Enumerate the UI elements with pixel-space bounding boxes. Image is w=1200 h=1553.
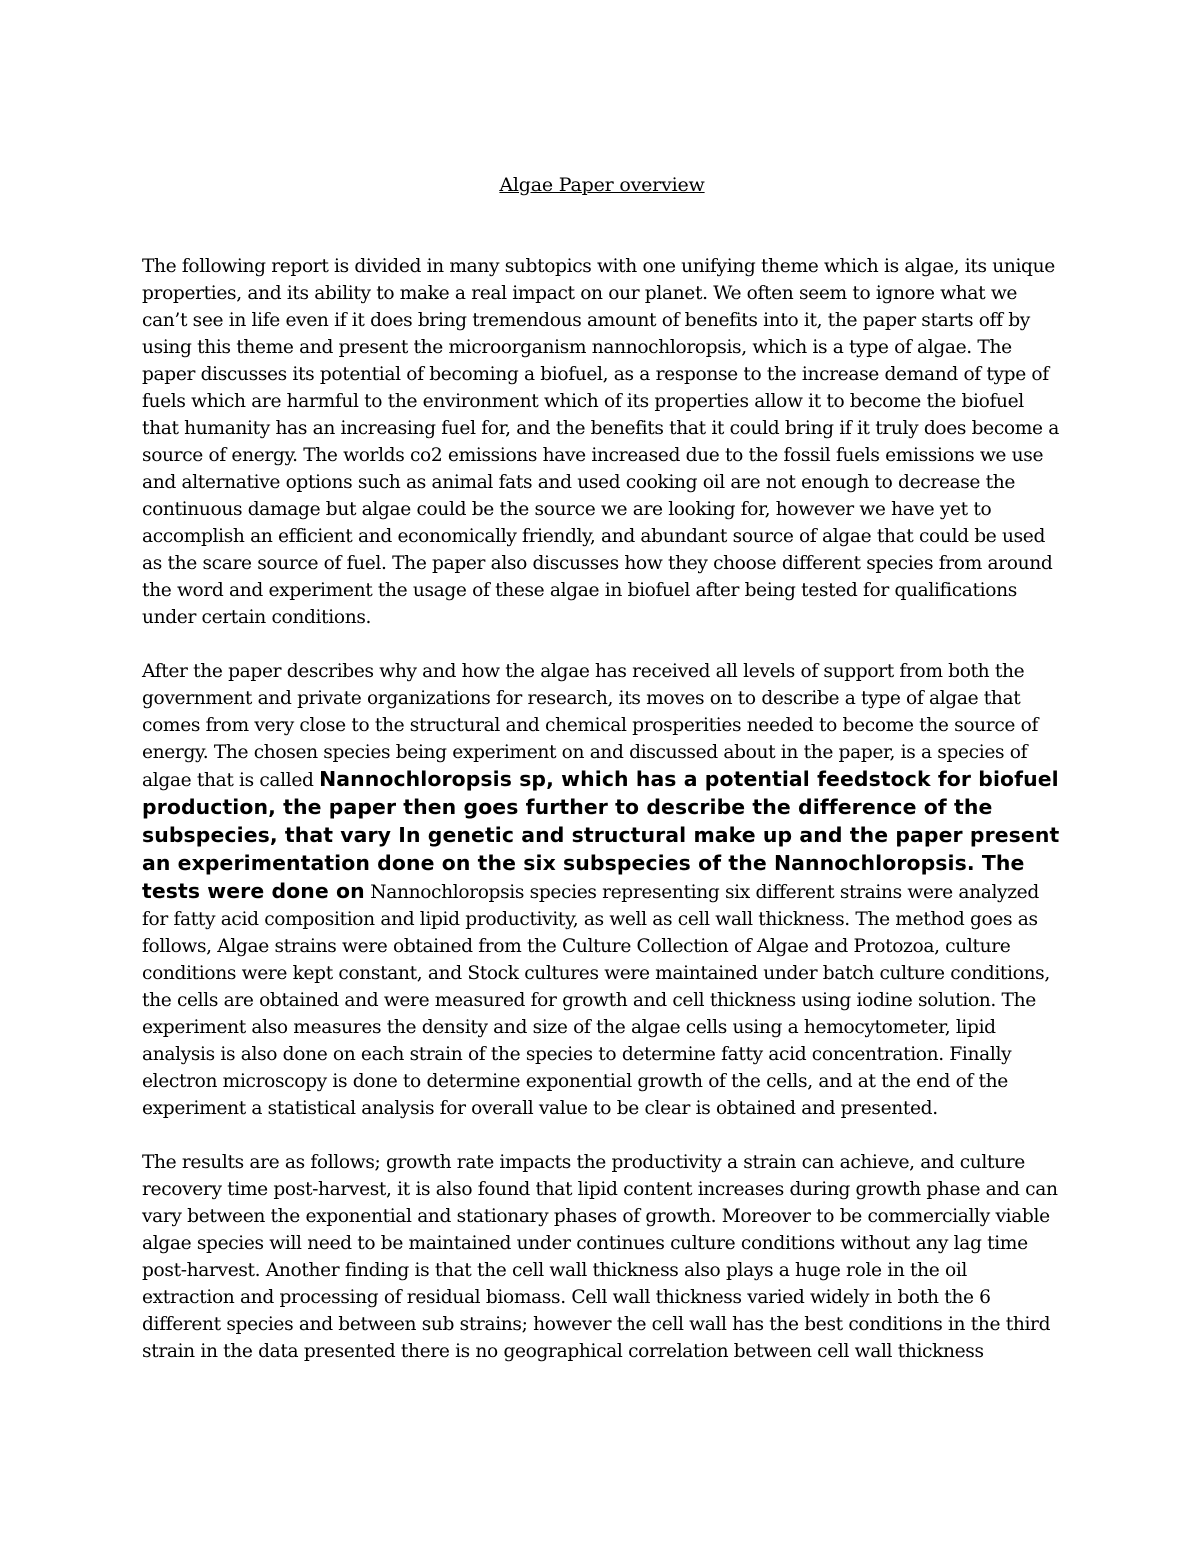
paragraph-method [142,658,1062,1122]
document-page [142,172,1062,1392]
paragraph-method-intro: After the paper describes why and how the algae has received all levels of support from both the government and private organizations for research, its moves on to describe a type of algae that comes from very close to the structural and chemical prosperities needed to become the source of energy. The chosen species being experiment on and discussed about in the paper, is a species of algae that is called [142,661,1038,791]
paragraph-method-emphasis: Nannochloropsis sp, which has a potential feedstock for biofuel production, the paper then goes further to describe the difference of the subspecies, that vary In genetic and structural make up and the paper present an experimentation done on the six subspecies of the Nannochloropsis. The tests were done on [142,767,1060,903]
document-title: Algae Paper overview [499,174,705,196]
paragraph-results: The results are as follows; growth rate impacts the productivity a strain can achieve, and culture recovery time post-harvest, it is also found that lipid content increases during growth phase and can vary between the exponential and stationary phases of growth. Moreover to be commercially viable algae species will need to be maintained under continues culture conditions without any lag time post-harvest. Another finding is that the cell wall thickness also plays a huge role in the oil extraction and processing of residual biomass. Cell wall thickness varied widely in both the 6 different species and between sub strains; however the cell wall has the best conditions in the third strain in the data presented there is no geographical correlation between cell wall thickness [142,1152,1058,1362]
paragraph-overview: The following report is divided in many subtopics with one unifying theme which is algae, its unique properties, and its ability to make a real impact on our planet. We often seem to ignore what we can’t see in life even if it does bring tremendous amount of benefits into it, the paper starts off by using this theme and present the microorganism nannochloropsis, which is a type of algae. The paper discusses its potential of becoming a biofuel, as a response to the increase demand of type of fuels which are harmful to the environment which of its properties allow it to become the biofuel that humanity has an increasing fuel for, and the benefits that it could bring if it truly does become a source of energy. The worlds co2 emissions have increased due to the fossil fuels emissions we use and alternative options such as animal fats and used cooking oil are not enough to decrease the continuous damage but algae could be the source we are looking for, however we have yet to accomplish an efficient and economically friendly, and abundant source of algae that could be used as the scare source of fuel. The paper also discusses how they choose different species from around the word and experiment the usage of these algae in biofuel after being tested for qualifications under certain conditions. [142,256,1059,628]
paragraph-method-details: Nannochloropsis species representing six different strains were analyzed for fatty acid composition and lipid productivity, as well as cell wall thickness. The method goes as follows, Algae strains were obtained from the Culture Collection of Algae and Protozoa, culture conditions were kept constant, and Stock cultures were maintained under batch culture conditions, the cells are obtained and were measured for growth and cell thickness using iodine solution. The experiment also measures the density and size of the algae cells using a hemocytometer, lipid analysis is also done on each strain of the species to determine fatty acid concentration. Finally electron microscopy is done to determine exponential growth of the cells, and at the end of the experiment a statistical analysis for overall value to be clear is obtained and presented. [142,882,1050,1119]
